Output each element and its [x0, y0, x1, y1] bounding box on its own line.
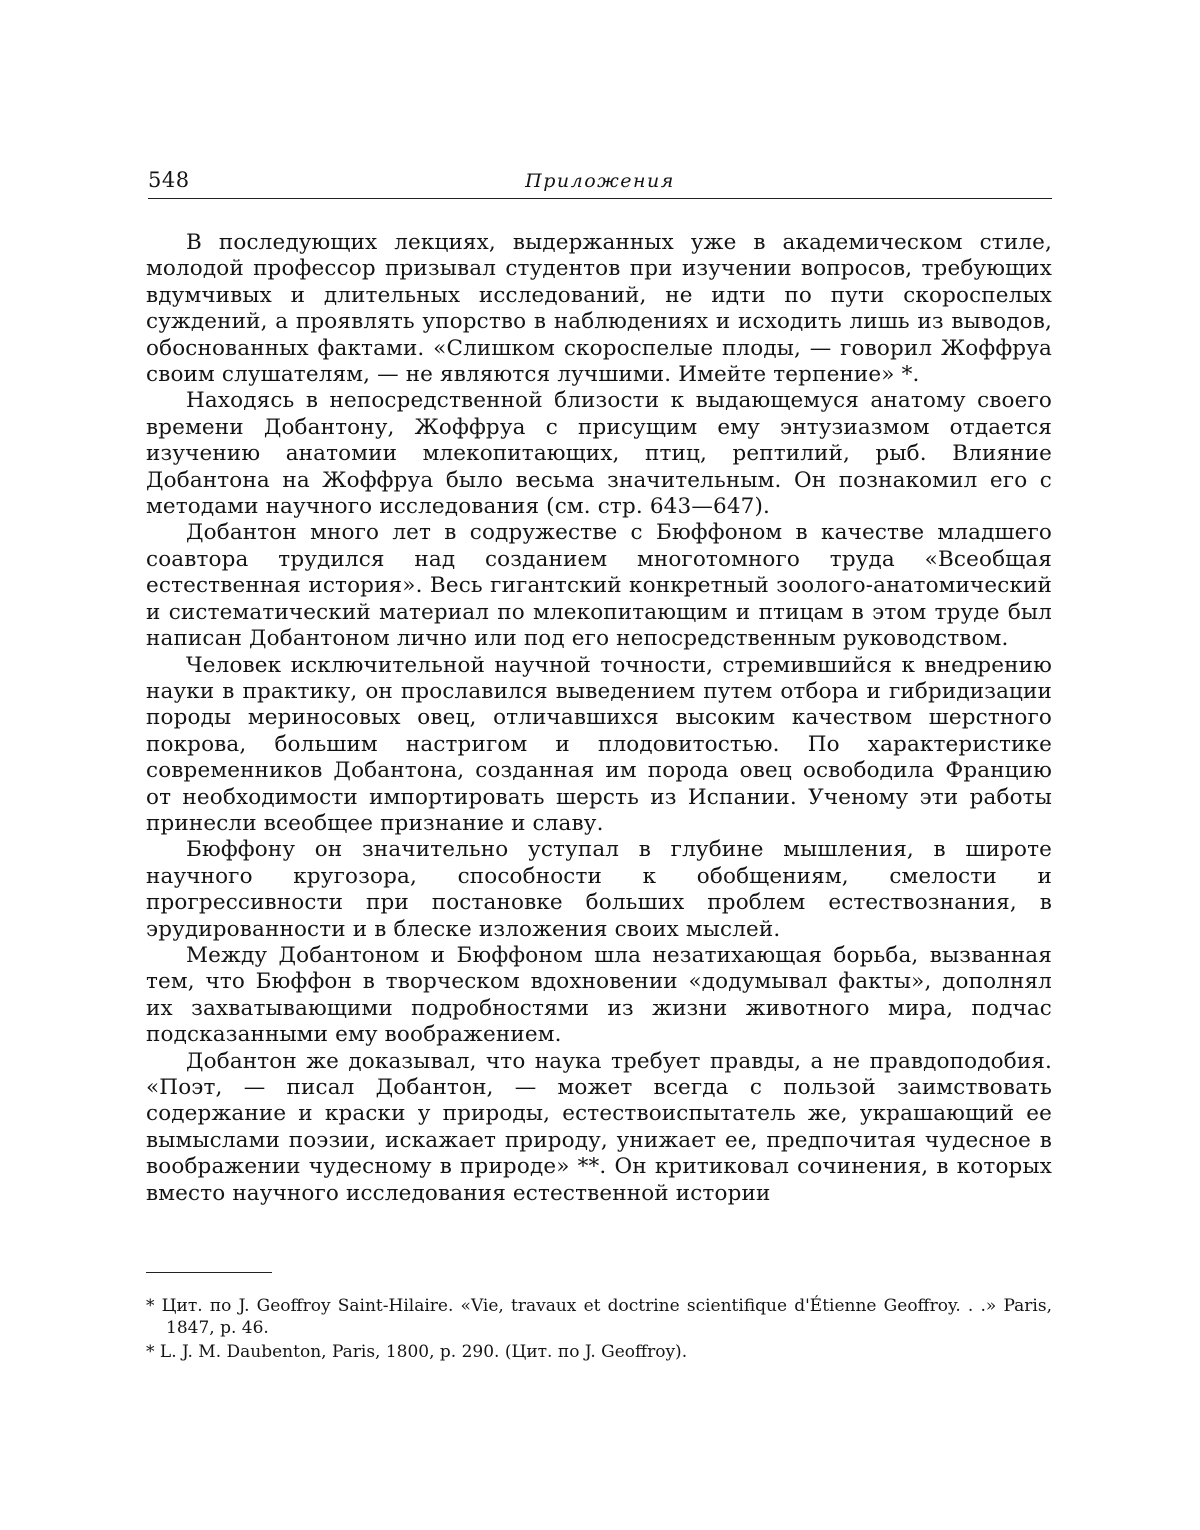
page-number: 548 [148, 168, 190, 192]
footnote: * Цит. по J. Geoffroy Saint-Hilaire. «Vie, travaux et doctrine scientifique d'Étienne Geoffroy. . .» Paris, 1847, p. 46. [146, 1296, 1052, 1338]
footnote-rule [146, 1272, 272, 1273]
page-header [148, 164, 1052, 204]
paragraph: В последующих лекциях, выдержанных уже в академическом стиле, молодой профессор призывал студентов при изучении вопросов, требующих вдумчивых и длительных исследований, не идти по пути скороспелых суждений, а проявлять упорство в наблюдениях и исходить лишь из выводов, обоснованных фактами. «Слишком скороспелые плоды, — говорил Жоффруа своим слушателям, — не являются лучшими. Имейте терпение» *. [146, 230, 1052, 388]
paragraph: Находясь в непосредственной близости к выдающемуся анатому своего времени Добантону, Жоффруа с присущим ему энтузиазмом отдается изучению анатомии млекопитающих, птиц, рептилий, рыб. Влияние Добантона на Жоффруа было весьма значительным. Он познакомил его с методами научного исследования (см. стр. 643—647). [146, 388, 1052, 520]
paragraph: Между Добантоном и Бюффоном шла незатихающая борьба, вызванная тем, что Бюффон в творческом вдохновении «додумывал факты», дополнял их захватывающими подробностями из жизни животного мира, подчас подсказанными ему воображением. [146, 942, 1052, 1048]
footnotes [146, 1272, 1052, 1365]
paragraph: Человек исключительной научной точности, стремившийся к внедрению науки в практику, он прославился выведением путем отбора и гибридизации породы мериносовых овец, отличавшихся высоким качеством шерстного покрова, большим настригом и плодовитостью. По характеристике современников Добантона, созданная им порода овец освободила Францию от необходимости импортировать шерсть из Испании. Ученому эти работы принесли всеобщее признание и славу. [146, 652, 1052, 836]
paragraph: Добантон же доказывал, что наука требует правды, а не правдоподобия. «Поэт, — писал Добантон, — может всегда с пользой заимствовать содержание и краски у природы, естествоиспытатель же, украшающий ее вымыслами поэзии, искажает природу, унижает ее, предпочитая чудесное в воображении чудесному в природе» **. Он критиковал сочинения, в которых вместо научного исследования естественной истории [146, 1048, 1052, 1206]
header-rule [148, 198, 1052, 199]
paragraph: Бюффону он значительно уступал в глубине мышления, в широте научного кругозора, способности к обобщениям, смелости и прогрессивности при постановке больших проблем естествознания, в эрудированности и в блеске изложения своих мыслей. [146, 837, 1052, 942]
paragraph: Добантон много лет в содружестве с Бюффоном в качестве младшего соавтора трудился над созданием многотомного труда «Всеобщая естественная история». Весь гигантский конкретный зоолого-анатомический и систематический материал по млекопитающим и птицам в этом труде был написан Добантоном лично или под его непосредственным руководством. [146, 520, 1052, 652]
footnote: * L. J. M. Daubenton, Paris, 1800, p. 290. (Цит. по J. Geoffroy). [146, 1342, 688, 1362]
running-title: Приложения [525, 170, 675, 192]
main-text [146, 230, 1052, 1207]
